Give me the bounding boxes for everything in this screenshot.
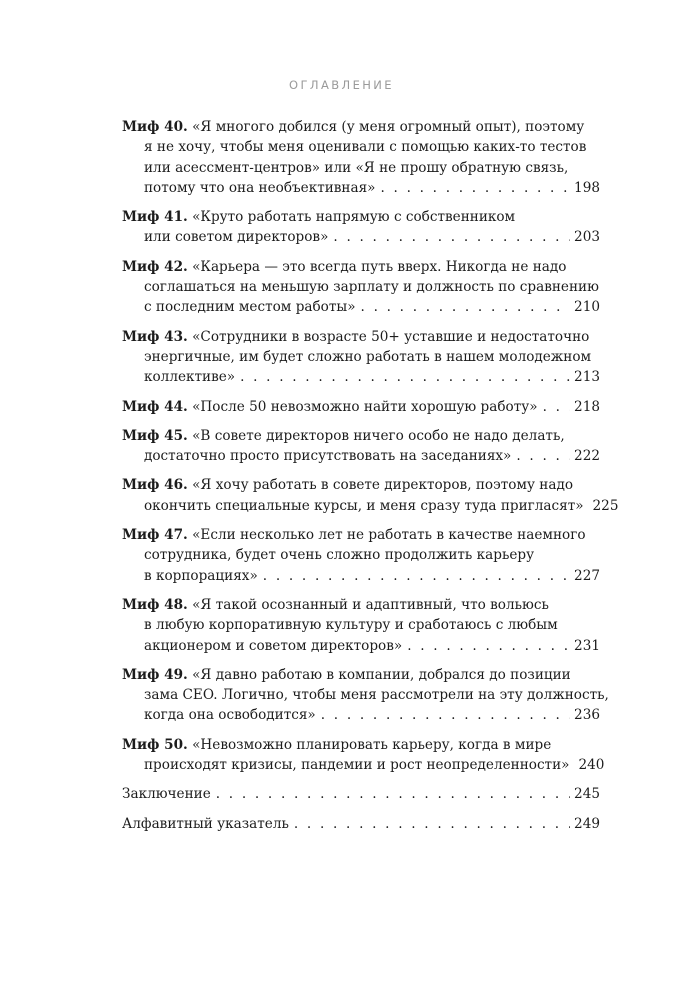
- toc-entry-title-line: окончить специальные курсы, и меня сразу туда пригласят»: [144, 497, 584, 514]
- toc-entry-title-line: с последним местом работы»: [144, 299, 356, 316]
- toc-entry-title-line: Алфавитный указатель: [122, 815, 289, 832]
- toc-page-number: 245: [574, 786, 600, 803]
- toc-entry-line: [122, 297, 600, 317]
- toc-entry-text: [122, 667, 571, 683]
- dot-leader: [263, 566, 570, 586]
- toc-entry-text: [122, 119, 584, 135]
- toc-entry-title-line: «Карьера — это всегда путь вверх. Никогда не надо: [192, 258, 567, 275]
- toc-entry-title-line: когда она освободится»: [144, 707, 316, 724]
- toc-entry-title-line: потому что она необъективная»: [144, 179, 376, 196]
- toc-entry-line: [122, 784, 600, 804]
- toc-entry[interactable]: [122, 735, 605, 776]
- toc-entry-line: [122, 137, 600, 157]
- toc-entry-text: [144, 617, 558, 633]
- dot-leader: [516, 446, 570, 466]
- toc-entry-title-line: сотрудника, будет очень сложно продолжить карьеру: [144, 547, 535, 564]
- toc-page-number: 213: [574, 369, 600, 386]
- toc-entry[interactable]: [122, 117, 600, 198]
- toc-entry[interactable]: [122, 475, 619, 516]
- toc-entry-text: [122, 329, 589, 345]
- dot-leader: [321, 705, 570, 725]
- toc-entry-line: [122, 257, 600, 277]
- toc-entry-title-line: «Круто работать напрямую с собственником: [192, 209, 516, 226]
- toc-entry-label: Миф 48.: [122, 596, 188, 613]
- toc-entry[interactable]: [122, 814, 600, 834]
- toc-entry-line: [122, 277, 600, 297]
- toc-entry[interactable]: [122, 257, 600, 318]
- toc-entry-text: [122, 597, 549, 613]
- toc-page-number: 210: [574, 299, 600, 316]
- toc-entry-line: [122, 615, 600, 635]
- dot-leader: [216, 784, 570, 804]
- toc-entry-title-line: соглашаться на меньшую зарплату и должность по сравнению: [144, 279, 599, 296]
- toc-entry-line: [122, 595, 600, 615]
- toc-entry[interactable]: [122, 397, 600, 417]
- toc-entry-line: [122, 755, 605, 775]
- toc-entry-text: [144, 297, 356, 317]
- toc-page-number: 203: [574, 229, 600, 246]
- toc-entry-text: [144, 349, 591, 365]
- toc-entry-line: [122, 347, 600, 367]
- toc-entry-title-line: достаточно просто присутствовать на заседаниях»: [144, 448, 512, 465]
- toc-entry-title-line: «Я хочу работать в совете директоров, поэтому надо: [192, 477, 574, 494]
- toc-entry-line: [122, 367, 600, 387]
- toc-entry-text: [144, 755, 569, 775]
- toc-entry-text: [144, 279, 599, 295]
- toc-entry-label: Миф 45.: [122, 427, 188, 444]
- toc-entry-title-line: я не хочу, чтобы меня оценивали с помощью каких-то тестов: [144, 139, 587, 156]
- toc-entry-text: [122, 737, 551, 753]
- toc-page-number: 198: [574, 179, 600, 196]
- toc-entry-title-line: в корпорациях»: [144, 567, 258, 584]
- toc-entry-line: [122, 327, 600, 347]
- dot-leader: [361, 297, 571, 317]
- toc-entry-text: [144, 160, 568, 176]
- toc-page-number: 225: [592, 497, 619, 514]
- toc-entry[interactable]: [122, 426, 600, 467]
- toc-entry-title-line: Заключение: [122, 786, 211, 803]
- toc-entry-line: [122, 207, 600, 227]
- toc-entry-title-line: «Сотрудники в возрасте 50+ уставшие и недостаточно: [192, 328, 590, 345]
- dot-leader: [407, 636, 570, 656]
- toc-entry-text: [144, 227, 328, 247]
- toc-entry-text: [144, 139, 586, 155]
- toc-entry-line: [122, 496, 619, 516]
- page-header: ОГЛАВЛЕНИЕ: [289, 78, 394, 92]
- toc-entry-label: Миф 49.: [122, 666, 188, 683]
- toc-page-number: 236: [574, 707, 600, 724]
- toc-entry-text: [144, 496, 584, 516]
- toc-entry-line: [122, 705, 600, 725]
- toc-entry-text: [122, 527, 586, 543]
- toc-page-number: 227: [574, 567, 600, 584]
- toc-entry-line: [122, 525, 600, 545]
- toc-entry[interactable]: [122, 665, 609, 726]
- toc-entry-line: [122, 665, 600, 685]
- toc-entry-title-line: происходят кризисы, пандемии и рост неопределенности»: [144, 757, 570, 774]
- toc-entry-line: [122, 227, 600, 247]
- toc-page-number: 240: [578, 757, 605, 774]
- toc-entry-title-line: «Я такой осознанный и адаптивный, что вольюсь: [192, 596, 549, 613]
- toc-page-number: 222: [574, 448, 600, 465]
- toc-entry-title-line: «После 50 невозможно найти хорошую работу»: [192, 398, 538, 415]
- dot-leader: [543, 397, 570, 417]
- toc-entry-text: [144, 566, 258, 586]
- toc-entry-line: [122, 685, 609, 705]
- toc-entry-text: [122, 397, 538, 417]
- dot-leader: [294, 814, 570, 834]
- toc-entry-title-line: «Если несколько лет не работать в качестве наемного: [192, 527, 586, 544]
- toc-entry-title-line: «Я давно работаю в компании, добрался до позиции: [192, 666, 571, 683]
- toc-entry-label: Миф 42.: [122, 258, 188, 275]
- toc-entry-title-line: акционером и советом директоров»: [144, 637, 403, 654]
- toc-entry[interactable]: [122, 327, 600, 388]
- toc-entry[interactable]: [122, 595, 600, 656]
- toc-entry-text: [144, 367, 235, 387]
- toc-entry-title-line: «Невозможно планировать карьеру, когда в мире: [192, 736, 552, 753]
- toc-entry[interactable]: [122, 525, 600, 586]
- toc-entry-label: Миф 41.: [122, 209, 188, 226]
- dot-leader: [333, 227, 570, 247]
- toc-entry-label: Миф 46.: [122, 477, 188, 494]
- toc-entry-text: [144, 178, 375, 198]
- toc-entry-text: [144, 705, 316, 725]
- toc-entry-line: [122, 178, 600, 198]
- toc-entry-text: [122, 209, 515, 225]
- toc-entry-title-line: или советом директоров»: [144, 229, 329, 246]
- toc-entry-line: [122, 158, 600, 178]
- toc-entry-text: [144, 636, 402, 656]
- toc-entry-line: [122, 545, 600, 565]
- dot-leader: [380, 178, 570, 198]
- toc-entry-text: [144, 687, 609, 703]
- toc-entry-text: [122, 259, 566, 275]
- toc-entry-text: [122, 428, 565, 444]
- table-of-contents: [122, 117, 619, 843]
- toc-entry-line: [122, 475, 600, 495]
- toc-entry-label: Миф 40.: [122, 119, 188, 135]
- toc-entry-title-line: энергичные, им будет сложно работать в нашем молодежном: [144, 348, 592, 365]
- toc-entry-line: [122, 117, 600, 137]
- toc-page-number: 218: [574, 398, 600, 415]
- toc-entry[interactable]: [122, 784, 600, 804]
- toc-entry-line: [122, 735, 600, 755]
- toc-entry-line: [122, 814, 600, 834]
- toc-entry-title-line: коллективе»: [144, 369, 236, 386]
- toc-entry-line: [122, 397, 600, 417]
- toc-entry-text: [122, 477, 573, 493]
- toc-entry-line: [122, 426, 600, 446]
- toc-entry-label: Миф 44.: [122, 398, 188, 415]
- toc-entry-line: [122, 566, 600, 586]
- toc-entry-label: Миф 50.: [122, 736, 188, 753]
- toc-entry-text: [122, 784, 211, 804]
- toc-entry-label: Миф 47.: [122, 527, 188, 544]
- toc-page-number: 249: [574, 815, 600, 832]
- toc-entry-title-line: зама CEO. Логично, чтобы меня рассмотрели на эту должность,: [144, 687, 609, 704]
- toc-entry-text: [144, 446, 511, 466]
- toc-entry-line: [122, 446, 600, 466]
- toc-entry-text: [144, 547, 534, 563]
- toc-entry-title-line: «Я многого добился (у меня огромный опыт), поэтому: [192, 119, 585, 135]
- toc-entry-title-line: в любую корпоративную культуру и сработаюсь с любым: [144, 617, 558, 634]
- toc-entry-title-line: или асессмент-центров» или «Я не прошу обратную связь,: [144, 159, 569, 176]
- toc-entry-title-line: «В совете директоров ничего особо не надо делать,: [192, 427, 565, 444]
- toc-entry-label: Миф 43.: [122, 328, 188, 345]
- toc-entry-text: [122, 814, 289, 834]
- toc-entry-line: [122, 636, 600, 656]
- toc-page-number: 231: [574, 637, 600, 654]
- dot-leader: [240, 367, 570, 387]
- toc-entry[interactable]: [122, 207, 600, 248]
